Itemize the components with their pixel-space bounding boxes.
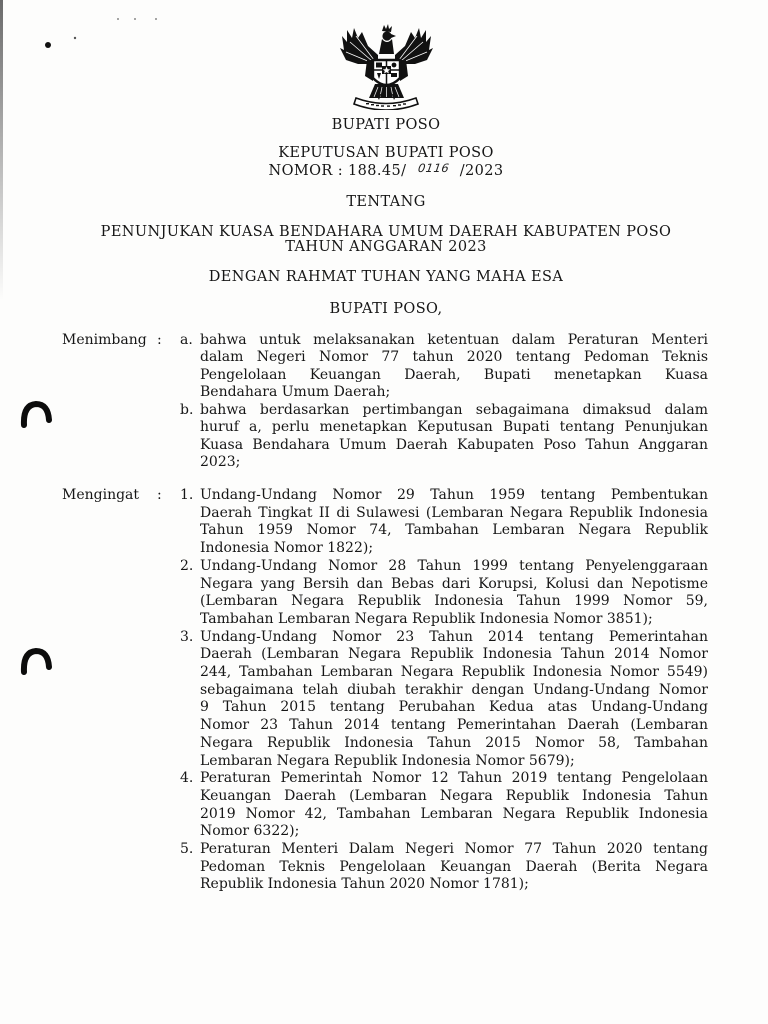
text-line <box>200 402 708 419</box>
item-marker: b. <box>180 401 194 418</box>
item-text <box>200 770 708 841</box>
text-line <box>200 735 708 753</box>
line-text: Keuangan Daerah (Lembaran Negara Republik Indonesia Tahun <box>200 787 708 804</box>
line-text: 244, Tambahan Lembaran Negara Republik Indonesia Nomor 5549) <box>200 664 708 681</box>
text-line <box>200 859 708 877</box>
line-text: 2023; <box>200 454 241 471</box>
item-text <box>200 629 708 771</box>
item-text <box>200 558 708 629</box>
text-line <box>200 349 708 366</box>
invocation: DENGAN RAHMAT TUHAN YANG MAHA ESA <box>208 269 564 285</box>
line-text: 2019 Nomor 42, Tambahan Lembaran Negara Republik Indonesia <box>200 805 708 822</box>
mengingat-section <box>0 487 768 894</box>
text-line <box>200 558 708 576</box>
line-text: Nomor 23 Tahun 2014 tentang Pemerintahan Daerah (Lembaran <box>200 717 709 734</box>
line-text: Tambahan Lembaran Negara Republik Indonesia Nomor 3851); <box>200 610 653 627</box>
mengingat-item-4 <box>0 770 768 841</box>
line-text: Peraturan Menteri Dalam Negeri Nomor 77 Tahun 2020 tentang <box>200 841 708 858</box>
line-text: Undang-Undang Nomor 28 Tahun 1999 tentang Penyelenggaraan <box>200 557 708 574</box>
item-marker: a. <box>180 332 193 348</box>
item-marker: 5. <box>180 841 194 858</box>
line-text: Nomor 6322); <box>200 823 300 840</box>
line-text: Negara yang Bersih dan Bebas dari Korupsi, Kolusi dan Nepotisme <box>200 575 708 592</box>
mengingat-label: Mengingat <box>62 487 140 503</box>
text-line <box>200 806 708 824</box>
item-marker: 2. <box>180 557 194 574</box>
line-text: Peraturan Pemerintah Nomor 12 Tahun 2019 tentang Pengelolaan <box>200 770 708 787</box>
about-heading: TENTANG <box>346 194 426 210</box>
regent-title: BUPATI POSO <box>331 117 441 133</box>
text-line <box>200 646 708 664</box>
text-line <box>200 611 708 629</box>
line-text: Undang-Undang Nomor 23 Tahun 2014 tentang Pemerintahan <box>200 628 708 645</box>
text-line <box>200 487 708 505</box>
text-line <box>200 823 708 841</box>
line-text: Negara Republik Indonesia Tahun 2015 Nomor 58, Tambahan <box>200 734 708 751</box>
item-marker: 1. <box>180 487 194 503</box>
line-text: Daerah (Lembaran Negara Republik Indonesia Tahun 2014 Nomor <box>200 646 708 663</box>
subject-line-2: TAHUN ANGGARAN 2023 <box>285 239 487 255</box>
item-marker: 3. <box>180 628 194 645</box>
mengingat-colon: : <box>157 487 162 503</box>
line-text: bahwa berdasarkan pertimbangan sebagaimana dimaksud dalam <box>200 401 708 418</box>
text-line <box>200 419 708 436</box>
line-text: Tahun 1959 Nomor 74, Tambahan Lembaran Negara Republik <box>200 522 708 539</box>
item-text <box>200 402 708 472</box>
line-text: (Lembaran Negara Republik Indonesia Tahun 1999 Nomor 59, <box>200 593 708 610</box>
text-line <box>200 876 708 894</box>
text-line <box>200 788 708 806</box>
menimbang-section <box>0 332 768 472</box>
line-text: Indonesia Nomor 1822); <box>200 540 374 557</box>
line-text: 9 Tahun 2015 tentang Perubahan Kedua atas Undang-Undang <box>200 699 708 716</box>
line-text: dalam Negeri Nomor 77 tahun 2020 tentang Pedoman Teknis <box>200 349 709 366</box>
menimbang-label: Menimbang <box>62 332 147 348</box>
item-marker: 4. <box>180 770 194 787</box>
mengingat-item-5 <box>0 841 768 894</box>
text-line <box>200 384 708 401</box>
text-line <box>200 540 708 558</box>
text-line <box>200 454 708 471</box>
scan-dust-marks <box>40 14 170 54</box>
text-line <box>200 841 708 859</box>
text-line <box>200 770 708 788</box>
text-line <box>200 699 708 717</box>
text-line <box>200 522 708 540</box>
item-text <box>200 332 708 402</box>
line-text: Bendahara Umum Daerah; <box>200 384 391 401</box>
text-line <box>200 682 708 700</box>
line-text: huruf a, perlu menetapkan Keputusan Bupati tentang Penunjukan <box>200 419 708 436</box>
item-text <box>200 841 708 894</box>
menimbang-item-b <box>0 402 768 472</box>
mengingat-item-2 <box>0 558 768 629</box>
line-text: bahwa untuk melaksanakan ketentuan dalam Peraturan Menteri <box>200 332 708 348</box>
menimbang-item-a <box>0 332 768 402</box>
menimbang-colon: : <box>157 332 162 348</box>
decree-number-handwritten: 0116 <box>417 161 451 175</box>
line-text: Republik Indonesia Tahun 2020 Nomor 1781); <box>200 876 529 893</box>
line-text: Daerah Tingkat II di Sulawesi (Lembaran Negara Republik Indonesia <box>200 504 708 521</box>
subject-line-1: PENUNJUKAN KUASA BENDAHARA UMUM DAERAH KABUPATEN POSO <box>100 224 672 240</box>
line-text: sebagaimana telah diubah terakhir dengan Undang-Undang Nomor <box>200 681 708 698</box>
text-line <box>200 753 708 771</box>
item-text <box>200 487 708 558</box>
text-line <box>200 664 708 682</box>
issuer-heading: BUPATI POSO, <box>329 301 443 317</box>
text-line <box>200 437 708 454</box>
mengingat-item-3 <box>0 629 768 771</box>
decree-number <box>2 162 768 180</box>
text-line <box>200 629 708 647</box>
decree-number-prefix: NOMOR : 188.45/ <box>268 163 407 179</box>
decree-title: KEPUTUSAN BUPATI POSO <box>278 145 494 161</box>
text-line <box>200 505 708 523</box>
line-text: Undang-Undang Nomor 29 Tahun 1959 tentang Pembentukan <box>200 487 708 503</box>
decree-number-suffix: /2023 <box>459 163 504 179</box>
line-text: Pedoman Teknis Pengelolaan Keuangan Daerah (Berita Negara <box>200 858 709 875</box>
text-line <box>200 367 708 384</box>
text-line <box>200 593 708 611</box>
text-line <box>200 717 708 735</box>
text-line <box>200 576 708 594</box>
mengingat-item-1 <box>0 487 768 558</box>
line-text: Lembaran Negara Republik Indonesia Nomor 5679); <box>200 752 575 769</box>
line-text: Kuasa Bendahara Umum Daerah Kabupaten Poso Tahun Anggaran <box>200 436 708 453</box>
garuda-pancasila-emblem-icon <box>338 24 434 110</box>
text-line <box>200 332 708 349</box>
line-text: Pengelolaan Keuangan Daerah, Bupati menetapkan Kuasa <box>200 366 708 383</box>
